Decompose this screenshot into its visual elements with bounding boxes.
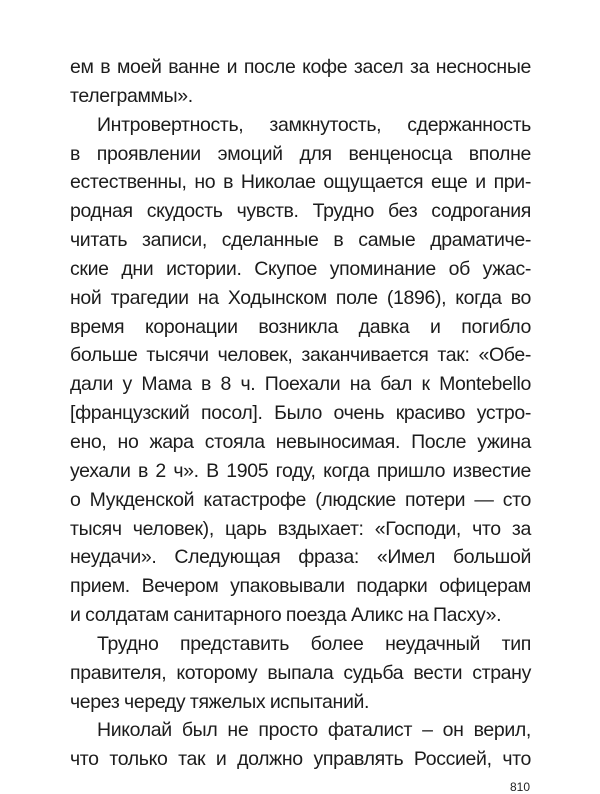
text-line: тысяч человек), царь вздыхает: «Господи, что за (70, 517, 531, 540)
text-line: что только так и должно управлять Россией, что (70, 748, 531, 771)
text-line: дали у Мама в 8 ч. Поехали на бал к Montebello (70, 373, 531, 396)
paragraph (70, 111, 531, 630)
text-line: через череду тяжелых испытаний. (70, 690, 370, 713)
text-line: в проявлении эмоций для венценосца вполне (70, 142, 531, 165)
text-line: телеграммы». (70, 84, 193, 107)
text-line: Николай был не просто фаталист – он верил, (97, 719, 531, 742)
text-line: время коронации возникла давка и погибло (70, 315, 531, 338)
text-line: [французский посол]. Было очень красиво устро- (70, 402, 531, 425)
text-line: неудачи». Следующая фраза: «Имел большой (70, 546, 531, 569)
page-text (70, 53, 531, 774)
paragraph (70, 630, 531, 717)
text-line: ем в моей ванне и после кофе засел за несносные (70, 56, 531, 78)
text-line: о Мукденской катастрофе (людские потери — сто (70, 488, 531, 511)
text-line: уехали в 2 ч». В 1905 году, когда пришло известие (70, 459, 531, 482)
text-line: ено, но жара стояла невыносимая. После ужина (70, 430, 531, 453)
text-line: больше тысячи человек, заканчивается так: «Обе- (70, 344, 531, 367)
paragraph (70, 716, 531, 774)
text-line: Интровертность, замкнутость, сдержанность (97, 113, 531, 136)
text-line: ной трагедии на Ходынском поле (1896), когда во (70, 286, 531, 309)
text-line: и солдатам санитарного поезда Аликс на Пасху». (70, 604, 502, 627)
text-line: родная скудость чувств. Трудно без содрогания (70, 200, 531, 223)
text-line: читать записи, сделанные в самые драматиче- (70, 229, 531, 252)
text-line: естественны, но в Николае ощущается еще и при- (70, 171, 531, 194)
page-number: 810 (509, 780, 530, 794)
text-line: ские дни истории. Скупое упоминание об ужас- (70, 257, 531, 280)
text-line: прием. Вечером упаковывали подарки офицерам (70, 575, 531, 598)
text-line: Трудно представить более неудачный тип (97, 632, 531, 655)
paragraph (70, 53, 531, 111)
text-line: правителя, которому выпала судьба вести страну (70, 661, 531, 684)
